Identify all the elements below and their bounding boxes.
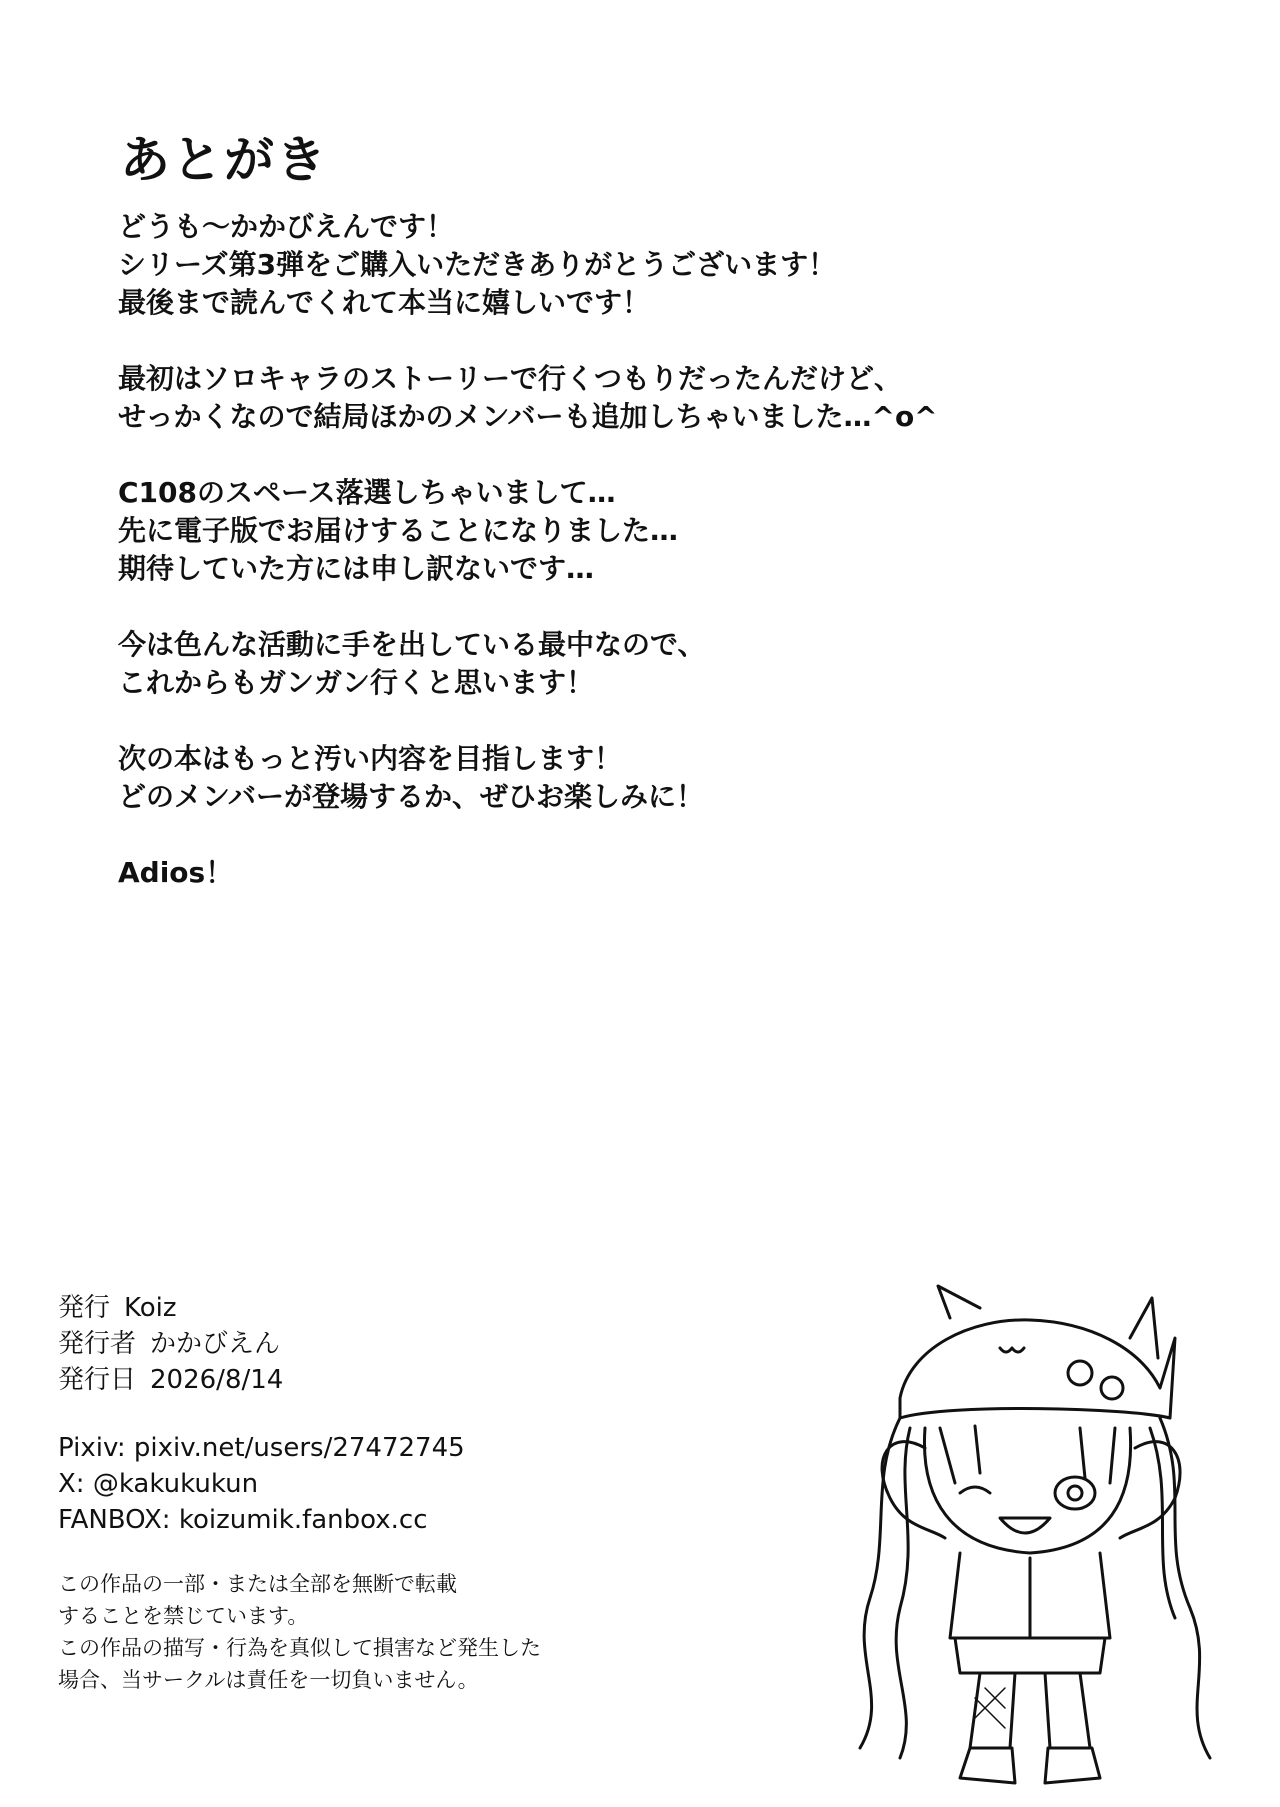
date-value: 2026/8/14 <box>150 1365 284 1395</box>
paragraph <box>118 740 1018 816</box>
publisher-row <box>58 1290 283 1326</box>
hat-badge <box>1068 1361 1092 1385</box>
paragraph-line: どのメンバーが登場するか、ぜひお楽しみに！ <box>118 780 705 813</box>
paragraph <box>118 360 1018 436</box>
paragraph-line: シリーズ第3弾をご購入いただきありがとうございます！ <box>118 248 837 281</box>
afterword-body <box>118 208 1018 930</box>
notice-line: この作品の一部・または全部を無断で転載 <box>58 1572 457 1596</box>
pixiv-link[interactable]: Pixiv: pixiv.net/users/27472745 <box>58 1433 465 1463</box>
hair-left <box>896 1428 910 1758</box>
social-links <box>58 1430 465 1538</box>
paragraph-line: 今は色んな活動に手を出している最中なので、 <box>118 628 706 661</box>
notice-line: この作品の描写・行為を真似して損害など発生した <box>58 1636 541 1660</box>
chibi-character-illustration <box>830 1278 1250 1803</box>
paragraph <box>118 854 1018 892</box>
hat-ear-right <box>1130 1298 1158 1358</box>
hat-mark <box>1000 1348 1024 1352</box>
paragraph <box>118 626 1018 702</box>
notice-line: 場合、当サークルは責任を一切負いません。 <box>58 1668 479 1692</box>
publisher-label: 発行 <box>58 1293 111 1323</box>
colophon <box>58 1290 283 1398</box>
paragraph-line: 期待していた方には申し訳ないです… <box>118 552 595 585</box>
paragraph <box>118 208 1018 322</box>
open-eye <box>1055 1477 1095 1509</box>
sign-off: Adios！ <box>118 856 234 889</box>
pupil <box>1068 1486 1082 1500</box>
fishnet-pattern <box>975 1688 1005 1728</box>
chibi-character-icon <box>830 1278 1250 1803</box>
author-value: かかびえん <box>150 1329 281 1359</box>
paragraph-line: 次の本はもっと汚い内容を目指します！ <box>118 742 623 775</box>
author-row <box>58 1326 283 1362</box>
paragraph-line: C108のスペース落選しちゃいまして… <box>118 476 616 509</box>
paragraph-line: 先に電子版でお届けすることになりました… <box>118 514 679 547</box>
mouth <box>1000 1518 1050 1533</box>
date-row <box>58 1362 283 1398</box>
fanbox-link[interactable]: FANBOX: koizumik.fanbox.cc <box>58 1505 428 1535</box>
paragraph-line: 最初はソロキャラのストーリーで行くつもりだったんだけど、 <box>118 362 903 395</box>
paragraph-line: せっかくなので結局ほかのメンバーも追加しちゃいました…^o^ <box>118 400 938 433</box>
bangs <box>940 1426 1115 1483</box>
paragraph <box>118 474 1018 588</box>
leg-left <box>970 1673 1015 1748</box>
belt <box>955 1638 1105 1673</box>
date-label: 発行日 <box>58 1365 137 1395</box>
notice-line: することを禁じています。 <box>58 1604 309 1628</box>
boot-right <box>1045 1748 1100 1783</box>
paragraph-line: 最後まで読んでくれて本当に嬉しいです！ <box>118 286 651 319</box>
hair-left <box>860 1418 900 1748</box>
author-label: 発行者 <box>58 1329 137 1359</box>
arm-left <box>882 1442 945 1538</box>
paragraph-line: どうも〜かかびえんです！ <box>118 210 455 243</box>
paragraph-line: これからもガンガン行くと思います！ <box>118 666 595 699</box>
leg-right <box>1045 1673 1090 1748</box>
x-link[interactable]: X: @kakukukun <box>58 1469 259 1499</box>
hat-ear-left <box>938 1286 980 1318</box>
page-title: あとがき <box>120 131 328 189</box>
boot-left <box>960 1748 1015 1783</box>
wink-eye <box>960 1487 990 1493</box>
hat-badge <box>1101 1377 1123 1399</box>
copyright-notice <box>58 1568 541 1696</box>
publisher-value: Koiz <box>124 1293 177 1323</box>
hat-shape <box>900 1320 1175 1418</box>
